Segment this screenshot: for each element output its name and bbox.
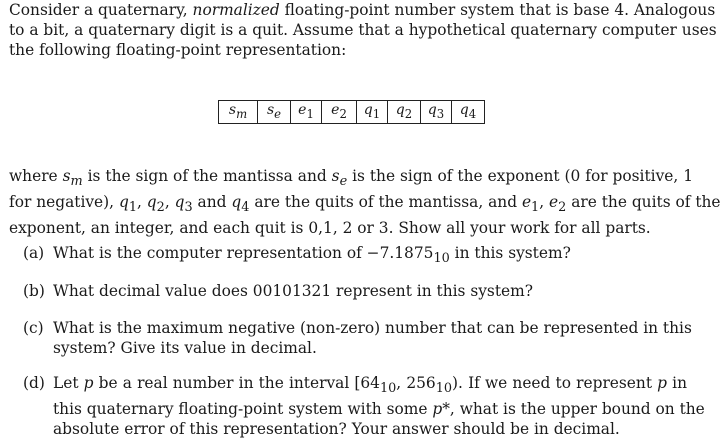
question-a-label: (a) xyxy=(23,244,45,262)
intro-line-3: the following floating-point representation: xyxy=(9,41,347,59)
field-mantissa-quit-4: $q_4$ xyxy=(452,101,485,124)
intro-line-2: to a bit, a quaternary digit is a quit. Assume that a hypothetical quaternary computer uses xyxy=(9,21,717,39)
field-sign-mantissa: $s_m$ xyxy=(219,101,258,124)
question-b-text: What decimal value does 00101321 represent in this system? xyxy=(53,282,533,300)
question-d-label: (d) xyxy=(23,374,45,392)
field-mantissa-quit-1: $q_1$ xyxy=(357,101,388,124)
field-exponent-quit-1: $e_1$ xyxy=(291,101,322,124)
question-d-text: Let p be a real number in the interval [$64_{10}$, $256_{10}$). If we need to represent p in this quaternary floating-point system with some p*, what is the upper bound on the absolute error of this representation? Your answer should be in decimal. xyxy=(53,374,705,439)
field-sign-exponent: $s_e$ xyxy=(258,101,291,124)
intro-paragraph xyxy=(9,0,717,60)
representation-row xyxy=(219,101,485,124)
representation-table xyxy=(218,100,485,124)
question-a-text: What is the computer representation of $-7.1875_{10}$ in this system? xyxy=(53,244,571,267)
question-c-text: What is the maximum negative (non-zero) number that can be represented in this system? Give its value in decimal. xyxy=(53,319,692,357)
field-mantissa-quit-3: $q_3$ xyxy=(421,101,452,124)
explanation-line-2: for negative), $q_1$, $q_2$, $q_3$ and $q_4$ are the quits of the mantissa, and $e_1$, $e_2$ are the quits of the xyxy=(9,193,721,216)
field-mantissa-quit-2: $q_2$ xyxy=(388,101,421,124)
explanation-line-1: where $s_m$ is the sign of the mantissa and $s_e$ is the sign of the exponent (0 for positive, 1 xyxy=(9,167,693,190)
question-b-label: (b) xyxy=(23,282,45,300)
question-c-label: (c) xyxy=(23,319,44,337)
explanation-line-3: exponent, an integer, and each quit is 0,1, 2 or 3. Show all your work for all parts. xyxy=(9,219,651,238)
explanation-paragraph xyxy=(9,166,721,238)
field-exponent-quit-2: $e_2$ xyxy=(322,101,357,124)
intro-line-1: Consider a quaternary, normalized floating-point number system that is base 4. Analogous xyxy=(9,1,716,19)
